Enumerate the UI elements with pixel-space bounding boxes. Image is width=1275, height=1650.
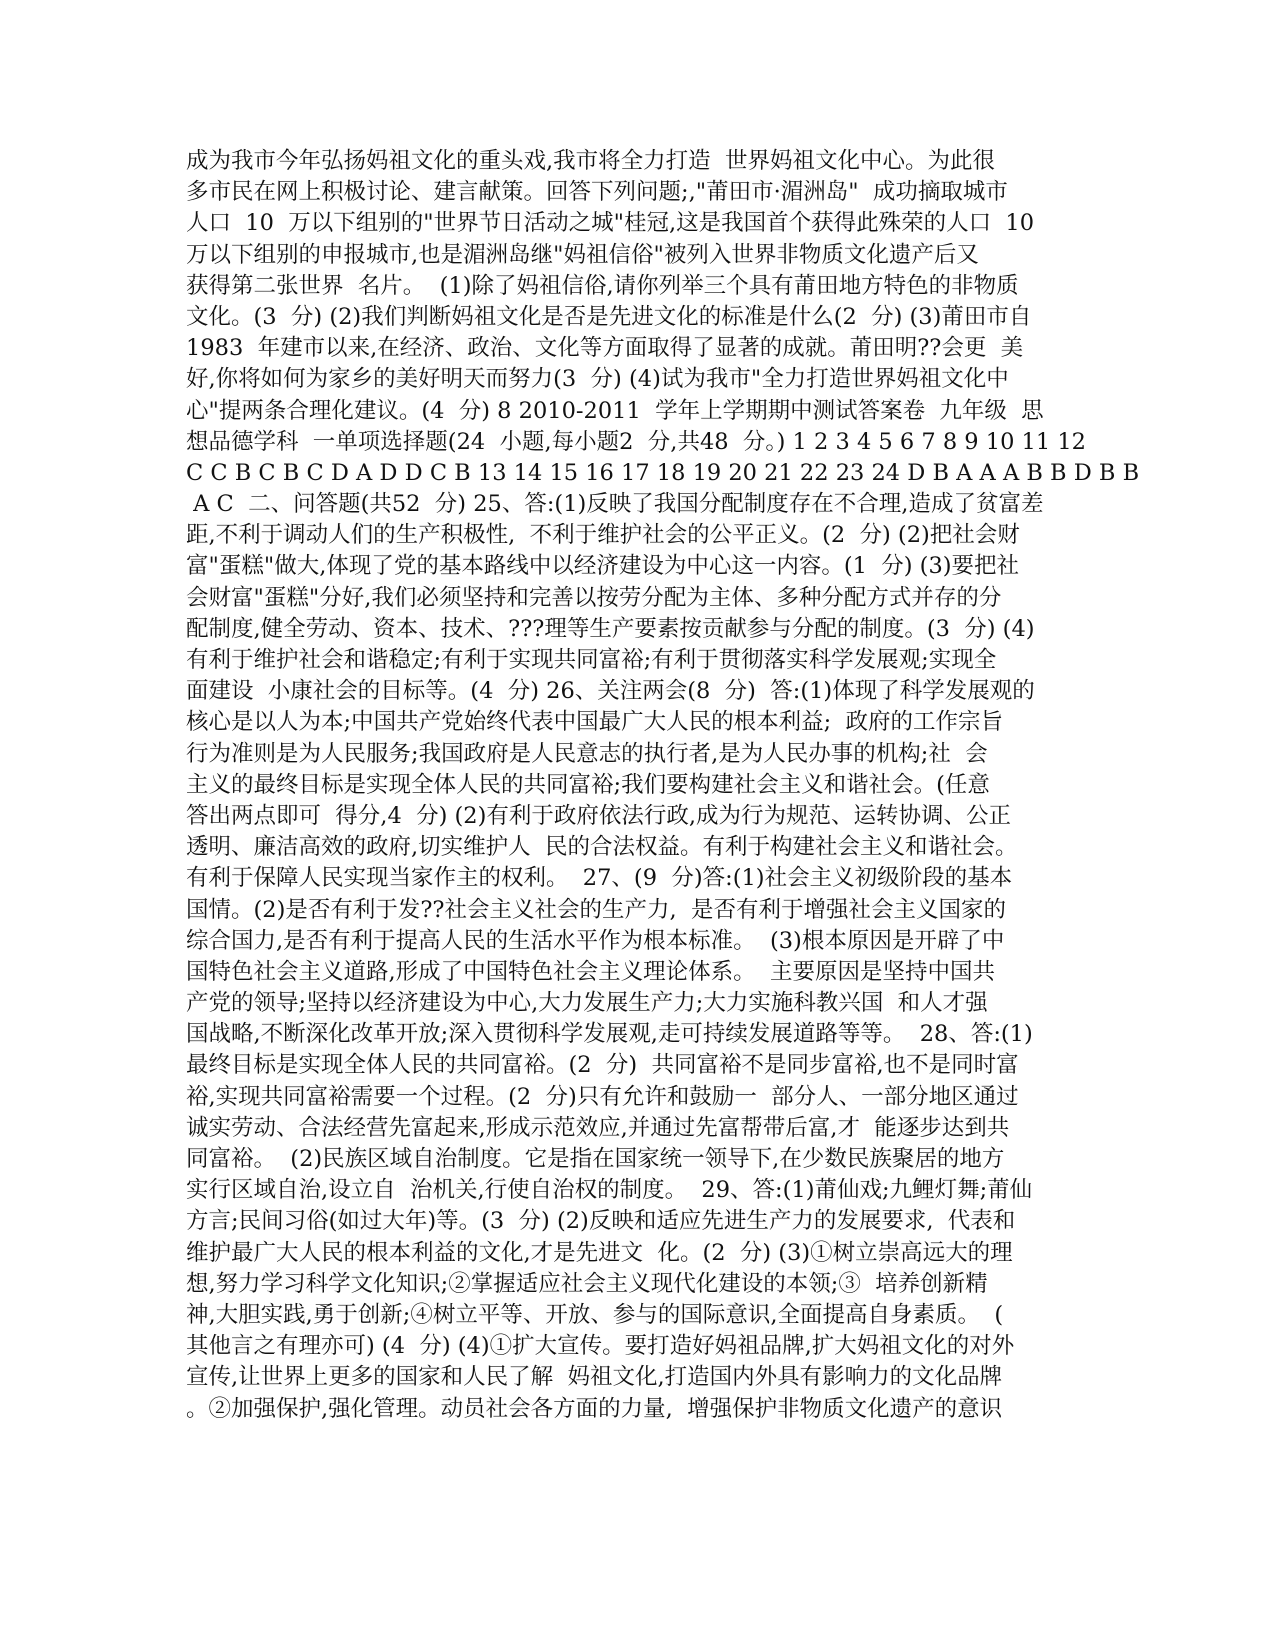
text-line: 其他言之有理亦可) (4 分) (4)①扩大宣传。要打造好妈祖品牌,扩大妈祖文化的对外 bbox=[186, 1333, 1015, 1360]
text-line: 配制度,健全劳动、资本、技术、???理等生产要素按贡献参与分配的制度。(3 分) (4) bbox=[186, 615, 1035, 642]
text-line: 同富裕。 (2)民族区域自治制度。它是指在国家统一领导下,在少数民族聚居的地方 bbox=[186, 1146, 1005, 1172]
text-line: 会财富"蛋糕"分好,我们必须坚持和完善以按劳分配为主体、多种分配方式并存的分 bbox=[186, 584, 1002, 611]
text-line: 诚实劳动、合法经营先富起来,形成示范效应,并通过先富帮带后富,才 能逐步达到共 bbox=[186, 1114, 1010, 1141]
text-line: 实行区域自治,设立自 治机关,行使自治权的制度。 29、答:(1)莆仙戏;九鲤灯舞;莆仙 bbox=[186, 1177, 1033, 1204]
text-line: 。②加强保护,强化管理。动员社会各方面的力量, 增强保护非物质文化遗产的意识 bbox=[186, 1395, 1003, 1422]
text-line: 成为我市今年弘扬妈祖文化的重头戏,我市将全力打造 世界妈祖文化中心。为此很 bbox=[186, 148, 995, 174]
text-line: 行为准则是为人民服务;我国政府是人民意志的执行者,是为人民办事的机构;社 会 bbox=[186, 740, 988, 767]
text-line: 裕,实现共同富裕需要一个过程。(2 分)只有允许和鼓励一 部分人、一部分地区通过 bbox=[186, 1083, 1019, 1110]
text-line: 好,你将如何为家乡的美好明天而努力(3 分) (4)试为我市"全力打造世界妈祖文化中 bbox=[186, 366, 1009, 393]
text-line: 方言;民间习俗(如过大年)等。(3 分) (2)反映和适应先进生产力的发展要求, 代表和 bbox=[186, 1208, 1016, 1235]
text-line: 距,不利于调动人们的生产积极性, 不利于维护社会的公平正义。(2 分) (2)把社会财 bbox=[186, 522, 1020, 549]
text-line: C C B C B C D A D D C B 13 14 15 16 17 18 19 20 21 22 23 24 D B A A A B B D B B bbox=[186, 459, 1140, 486]
text-line: 维护最广大人民的根本利益的文化,才是先进文 化。(2 分) (3)①树立崇高远大的理 bbox=[186, 1239, 1013, 1266]
text-line: 想,努力学习科学文化知识;②掌握适应社会主义现代化建设的本领;③ 培养创新精 bbox=[186, 1270, 988, 1297]
text-line: 富"蛋糕"做大,体现了党的基本路线中以经济建设为中心这一内容。(1 分) (3)要把社 bbox=[186, 553, 1020, 580]
text-line: 最终目标是实现全体人民的共同富裕。(2 分) 共同富裕不是同步富裕,也不是同时富 bbox=[186, 1052, 1019, 1079]
text-line: 面建设 小康社会的目标等。(4 分) 26、关注两会(8 分) 答:(1)体现了科学发展观的 bbox=[186, 678, 1035, 705]
text-line: 获得第二张世界 名片。 (1)除了妈祖信俗,请你列举三个具有莆田地方特色的非物质 bbox=[186, 272, 1019, 299]
text-line: 想品德学科 一单项选择题(24 小题,每小题2 分,共48 分。) 1 2 3 4 5 6 7 8 9 10 11 12 bbox=[186, 428, 1086, 455]
text-line: 产党的领导;坚持以经济建设为中心,大力发展生产力;大力实施科教兴国 和人才强 bbox=[186, 990, 988, 1017]
text-line: 宣传,让世界上更多的国家和人民了解 妈祖文化,打造国内外具有影响力的文化品牌 bbox=[186, 1364, 1003, 1391]
text-line: 心"提两条合理化建议。(4 分) 8 2010-2011 学年上学期期中测试答案卷 九年级 思 bbox=[186, 397, 1044, 424]
text-line: 透明、廉洁高效的政府,切实维护人 民的合法权益。有利于构建社会主义和谐社会。 bbox=[186, 834, 1018, 861]
text-line: 人口 10 万以下组别的"世界节日活动之城"桂冠,这是我国首个获得此殊荣的人口 10 bbox=[186, 210, 1035, 237]
text-line: A C 二、问答题(共52 分) 25、答:(1)反映了我国分配制度存在不合理,造成了贫富差 bbox=[186, 491, 1044, 518]
text-line: 万以下组别的申报城市,也是湄洲岛继"妈祖信俗"被列入世界非物质文化遗产后又 bbox=[186, 241, 979, 268]
text-line: 国战略,不断深化改革开放;深入贯彻科学发展观,走可持续发展道路等等。 28、答:(1) bbox=[186, 1021, 1033, 1048]
text-line: 国特色社会主义道路,形成了中国特色社会主义理论体系。 主要原因是坚持中国共 bbox=[186, 958, 995, 985]
body-text bbox=[186, 146, 1140, 1425]
text-line: 综合国力,是否有利于提高人民的生活水平作为根本标准。 (3)根本原因是开辟了中 bbox=[186, 927, 1005, 954]
text-line: 答出两点即可 得分,4 分) (2)有利于政府依法行政,成为行为规范、运转协调、公正 bbox=[186, 802, 1012, 829]
text-line: 神,大胆实践,勇于创新;④树立平等、开放、参与的国际意识,全面提高自身素质。 ( bbox=[186, 1301, 1004, 1328]
text-line: 1983 年建市以来,在经济、政治、文化等方面取得了显著的成就。莆田明??会更 美 bbox=[186, 335, 1024, 362]
text-line: 文化。(3 分) (2)我们判断妈祖文化是否是先进文化的标准是什么(2 分) (3)莆田市自 bbox=[186, 303, 1032, 330]
text-line: 主义的最终目标是实现全体人民的共同富裕;我们要构建社会主义和谐社会。(任意 bbox=[186, 771, 990, 798]
text-line: 多市民在网上积极讨论、建言献策。回答下列问题;,"莆田市·湄洲岛" 成功摘取城市 bbox=[186, 179, 1008, 206]
text-line: 有利于维护社会和谐稳定;有利于实现共同富裕;有利于贯彻落实科学发展观;实现全 bbox=[186, 647, 997, 673]
text-line: 核心是以人为本;中国共产党始终代表中国最广大人民的根本利益; 政府的工作宗旨 bbox=[186, 709, 1003, 736]
text-line: 有利于保障人民实现当家作主的权利。 27、(9 分)答:(1)社会主义初级阶段的基本 bbox=[186, 865, 1013, 892]
text-line: 国情。(2)是否有利于发??社会主义社会的生产力, 是否有利于增强社会主义国家的 bbox=[186, 896, 1006, 923]
